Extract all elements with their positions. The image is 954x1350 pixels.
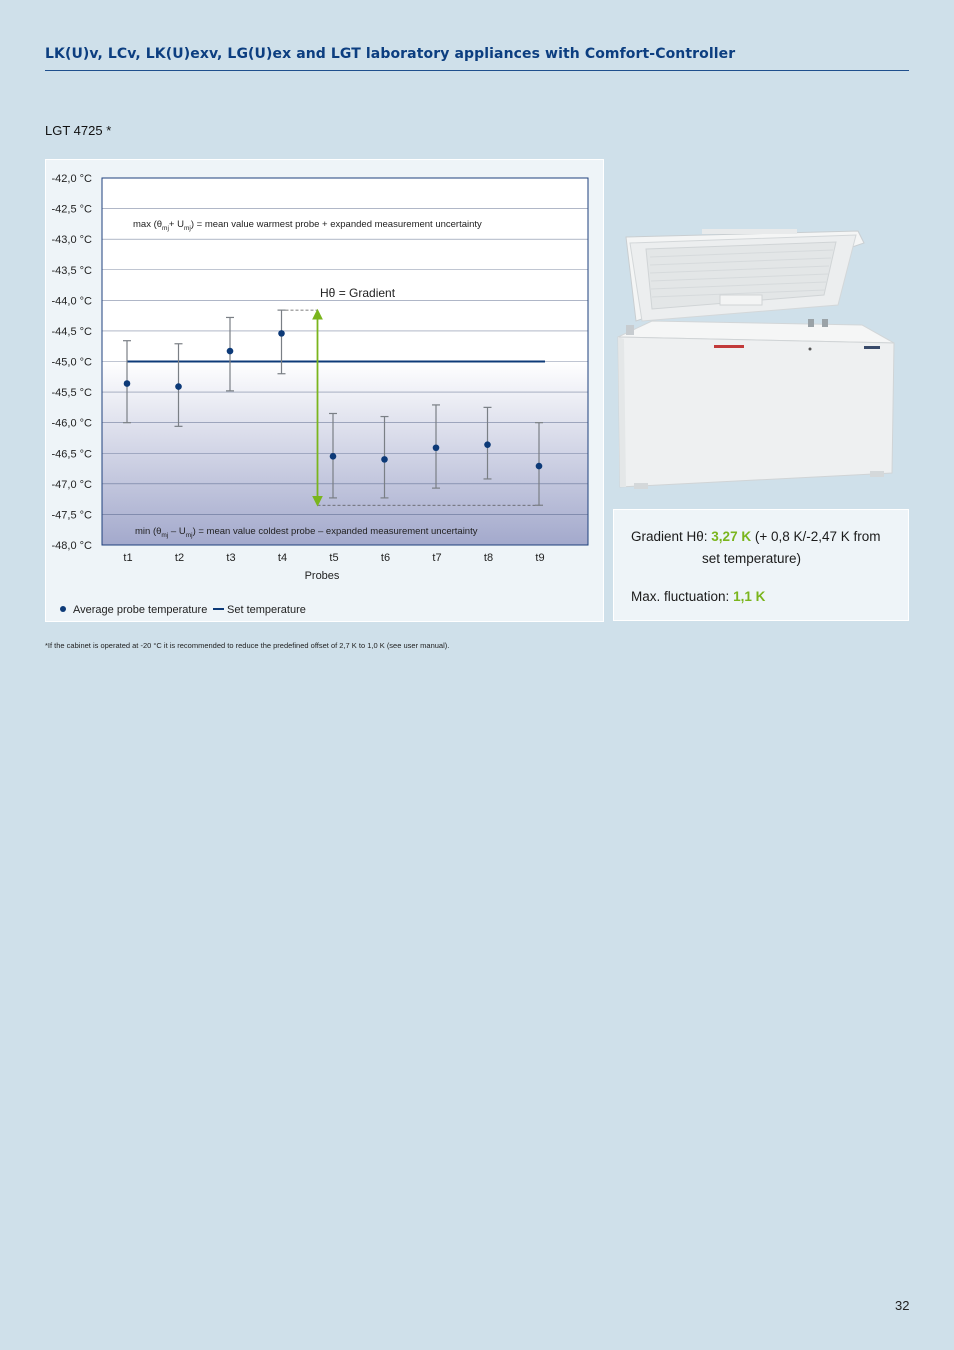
y-tick-label: -47,0 °C xyxy=(51,478,92,491)
y-tick-label: -46,5 °C xyxy=(51,448,92,461)
y-tick-label: -44,0 °C xyxy=(51,295,92,308)
x-tick-label: t3 xyxy=(226,552,236,564)
min-annotation: $\min (\theta_{mj} - U_{mj})$ = mean value coldest probe – expanded measurement uncertainty xyxy=(135,526,478,539)
legend-set-label: Set temperature xyxy=(227,604,306,616)
legend-dot-icon xyxy=(60,606,66,612)
gradient-value: 3,27 K xyxy=(711,529,752,544)
freezer-photo xyxy=(612,225,908,495)
footnote: *If the cabinet is operated at -20 °C it is recommended to reduce the predefined offset of 2,7 K to 1,0 K (see user manual). xyxy=(45,641,450,650)
y-tick-label: -42,0 °C xyxy=(51,173,92,185)
y-tick-label: -45,0 °C xyxy=(51,356,92,369)
y-tick-label: -43,5 °C xyxy=(51,264,92,277)
data-point xyxy=(278,330,285,337)
data-point xyxy=(381,456,388,463)
model-title: LGT 4725 * xyxy=(45,123,112,138)
chart-panel xyxy=(45,159,604,622)
x-tick-label: t4 xyxy=(277,552,288,564)
y-tick-label: -42,5 °C xyxy=(51,203,92,216)
data-point xyxy=(175,383,182,390)
max-annotation: $\max (\theta_{mj}+ U_{mj})$ = mean value warmest probe + expanded measurement uncertainty xyxy=(133,219,482,232)
y-tick-label: -46,0 °C xyxy=(51,417,92,430)
data-point xyxy=(536,463,543,470)
chest-freezer-illustration xyxy=(618,229,894,489)
fluctuation-value: 1,1 K xyxy=(733,589,766,604)
fluctuation-info: Max. fluctuation: 1,1 K xyxy=(631,589,766,604)
y-tick-label: -47,5 °C xyxy=(51,509,92,522)
temperature-chart xyxy=(46,160,605,623)
x-axis-title: Probes xyxy=(304,570,340,582)
data-point xyxy=(124,380,131,387)
x-tick-label: t6 xyxy=(380,552,391,564)
x-tick-label: t1 xyxy=(123,552,133,564)
y-tick-label: -43,0 °C xyxy=(51,234,92,247)
x-tick-label: t5 xyxy=(329,552,339,564)
x-tick-label: t2 xyxy=(174,552,185,564)
data-point xyxy=(227,348,234,355)
y-tick-label: -48,0 °C xyxy=(51,540,92,552)
y-tick-label: -44,5 °C xyxy=(51,325,92,338)
legend-average-label: Average probe temperature xyxy=(73,604,208,616)
x-tick-label: t9 xyxy=(535,552,545,564)
data-point xyxy=(484,441,491,448)
gradient-info: Gradient Hθ: 3,27 K (+ 0,8 K/-2,47 K from xyxy=(631,529,881,544)
gradient-annotation: Hθ = Gradient xyxy=(320,286,396,300)
x-tick-label: t7 xyxy=(432,552,442,564)
y-axis xyxy=(52,173,93,552)
data-point xyxy=(330,453,337,460)
x-tick-label: t8 xyxy=(483,552,494,564)
info-panel xyxy=(613,509,909,621)
page-number: 32 xyxy=(895,1298,910,1313)
header-divider xyxy=(45,70,909,71)
gradient-info-detail: set temperature) xyxy=(702,551,802,566)
y-tick-label: -45,5 °C xyxy=(51,387,92,400)
data-point xyxy=(433,444,440,451)
x-axis xyxy=(123,552,544,564)
page-title: LK(U)v, LCv, LK(U)exv, LG(U)ex and LGT laboratory appliances with Comfort-Controller xyxy=(45,46,736,62)
